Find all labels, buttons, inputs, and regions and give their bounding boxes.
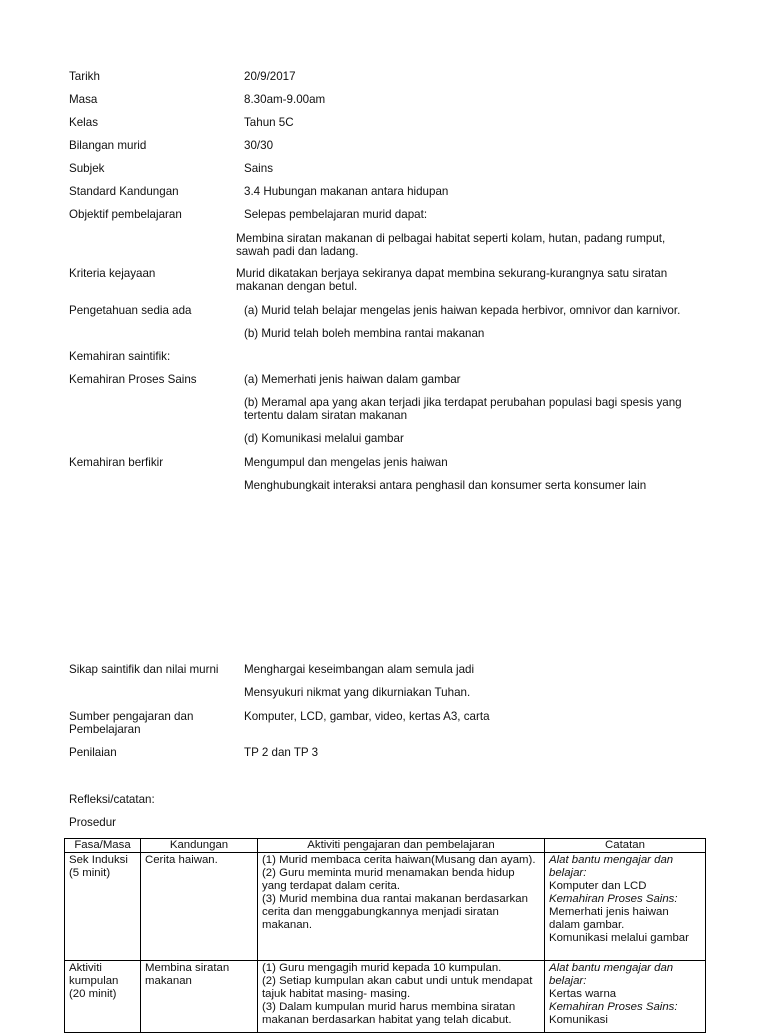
proses-sains-b: (b) Meramal apa yang akan terjadi jika terdapat perubahan populasi bagi spesis yang tertentu dalam siratan makanan (244, 396, 682, 422)
alat-bantu-label: Alat bantu mengajar dan belajar: (549, 962, 674, 987)
label-objektif: Objektif pembelajaran (69, 208, 182, 221)
cell-aktiviti (258, 853, 545, 961)
cell-kandungan: Membina siratan makanan (141, 961, 258, 1033)
value-masa: 8.30am-9.00am (244, 93, 326, 106)
cell-catatan (545, 961, 706, 1033)
alat-bantu-label: Alat bantu mengajar dan belajar: (549, 854, 674, 879)
activity-step: (3) Murid membina dua rantai makanan berdasarkan cerita dan menggabungkannya menjadi siratan makanan. (262, 893, 528, 931)
table-row (65, 853, 706, 961)
value-objektif: Selepas pembelajaran murid dapat: (244, 208, 428, 221)
cell-fasa (65, 961, 141, 1033)
label-bilangan-murid: Bilangan murid (69, 139, 147, 152)
label-sumber-2: Pembelajaran (69, 723, 141, 736)
value-bilangan-murid: 30/30 (244, 139, 274, 152)
label-masa: Masa (69, 93, 98, 106)
proses-sains-a: (a) Memerhati jenis haiwan dalam gambar (244, 373, 461, 386)
value-standard-kandungan: 3.4 Hubungan makanan antara hidupan (244, 185, 449, 198)
label-kriteria: Kriteria kejayaan (69, 267, 156, 280)
label-sumber-1: Sumber pengajaran dan (69, 710, 194, 723)
sikap-1: Menghargai keseimbangan alam semula jadi (244, 663, 475, 676)
label-sikap: Sikap saintifik dan nilai murni (69, 663, 219, 676)
fasa-line: (20 minit) (69, 988, 117, 1000)
label-standard-kandungan: Standard Kandungan (69, 185, 179, 198)
activity-step: (3) Dalam kumpulan murid harus membina siratan makanan berdasarkan habitat yang telah dicabut. (262, 1001, 516, 1026)
fasa-line: (5 minit) (69, 867, 111, 879)
label-kemahiran-saintifik: Kemahiran saintifik: (69, 350, 171, 363)
header-fasa: Fasa/Masa (65, 839, 141, 853)
procedure-table (64, 838, 706, 1033)
kps-label: Kemahiran Proses Sains: (549, 893, 678, 905)
kps-value: Komunikasi melalui gambar (549, 932, 689, 944)
label-pengetahuan: Pengetahuan sedia ada (69, 304, 192, 317)
activity-step: (1) Murid membaca cerita haiwan(Musang dan ayam). (262, 854, 536, 866)
kps-value: Komunikasi (549, 1014, 608, 1026)
value-sumber: Komputer, LCD, gambar, video, kertas A3, carta (244, 710, 490, 723)
proses-sains-d: (d) Komunikasi melalui gambar (244, 432, 404, 445)
activity-step: (2) Setiap kumpulan akan cabut undi untuk mendapat tajuk habitat masing- masing. (262, 975, 533, 1000)
header-aktiviti: Aktiviti pengajaran dan pembelajaran (258, 839, 545, 853)
berfikir-1: Mengumpul dan mengelas jenis haiwan (244, 456, 448, 469)
berfikir-2: Menghubungkait interaksi antara penghasil dan konsumer serta konsumer lain (244, 479, 647, 492)
value-subjek: Sains (244, 162, 274, 175)
activity-step: (1) Guru mengagih murid kepada 10 kumpulan. (262, 962, 502, 974)
value-kriteria: Murid dikatakan berjaya sekiranya dapat membina sekurang-kurangnya satu siratan makanan dengan betul. (236, 267, 668, 293)
label-proses-sains: Kemahiran Proses Sains (69, 373, 197, 386)
cell-fasa (65, 853, 141, 961)
sikap-2: Mensyukuri nikmat yang dikurniakan Tuhan. (244, 686, 471, 699)
pengetahuan-a: (a) Murid telah belajar mengelas jenis haiwan kepada herbivor, omnivor dan karnivor. (244, 304, 681, 317)
table-header-row (65, 839, 706, 853)
prosedur-heading: Prosedur (69, 816, 117, 829)
table-row (65, 961, 706, 1033)
value-tarikh: 20/9/2017 (244, 70, 296, 83)
activity-step: (2) Guru meminta murid menamakan benda hidup yang terdapat dalam cerita. (262, 867, 515, 892)
header-catatan: Catatan (545, 839, 706, 853)
label-kelas: Kelas (69, 116, 99, 129)
header-kandungan: Kandungan (141, 839, 258, 853)
fasa-line: kumpulan (69, 975, 119, 987)
objektif-detail: Membina siratan makanan di pelbagai habitat seperti kolam, hutan, padang rumput, sawah padi dan ladang. (236, 232, 666, 258)
kps-value: Memerhati jenis haiwan dalam gambar. (549, 906, 669, 931)
label-penilaian: Penilaian (69, 746, 117, 759)
pengetahuan-b: (b) Murid telah boleh membina rantai makanan (244, 327, 485, 340)
label-subjek: Subjek (69, 162, 105, 175)
value-kelas: Tahun 5C (244, 116, 294, 129)
refleksi-heading: Refleksi/catatan: (69, 793, 155, 806)
value-penilaian: TP 2 dan TP 3 (244, 746, 319, 759)
cell-catatan (545, 853, 706, 961)
cell-aktiviti (258, 961, 545, 1033)
alat-bantu-value: Kertas warna (549, 988, 617, 1000)
fasa-line: Aktiviti (69, 962, 102, 974)
label-tarikh: Tarikh (69, 70, 100, 83)
kps-label: Kemahiran Proses Sains: (549, 1001, 678, 1013)
label-berfikir: Kemahiran berfikir (69, 456, 164, 469)
fasa-line: Sek Induksi (69, 854, 128, 866)
cell-kandungan: Cerita haiwan. (141, 853, 258, 961)
alat-bantu-value: Komputer dan LCD (549, 880, 647, 892)
